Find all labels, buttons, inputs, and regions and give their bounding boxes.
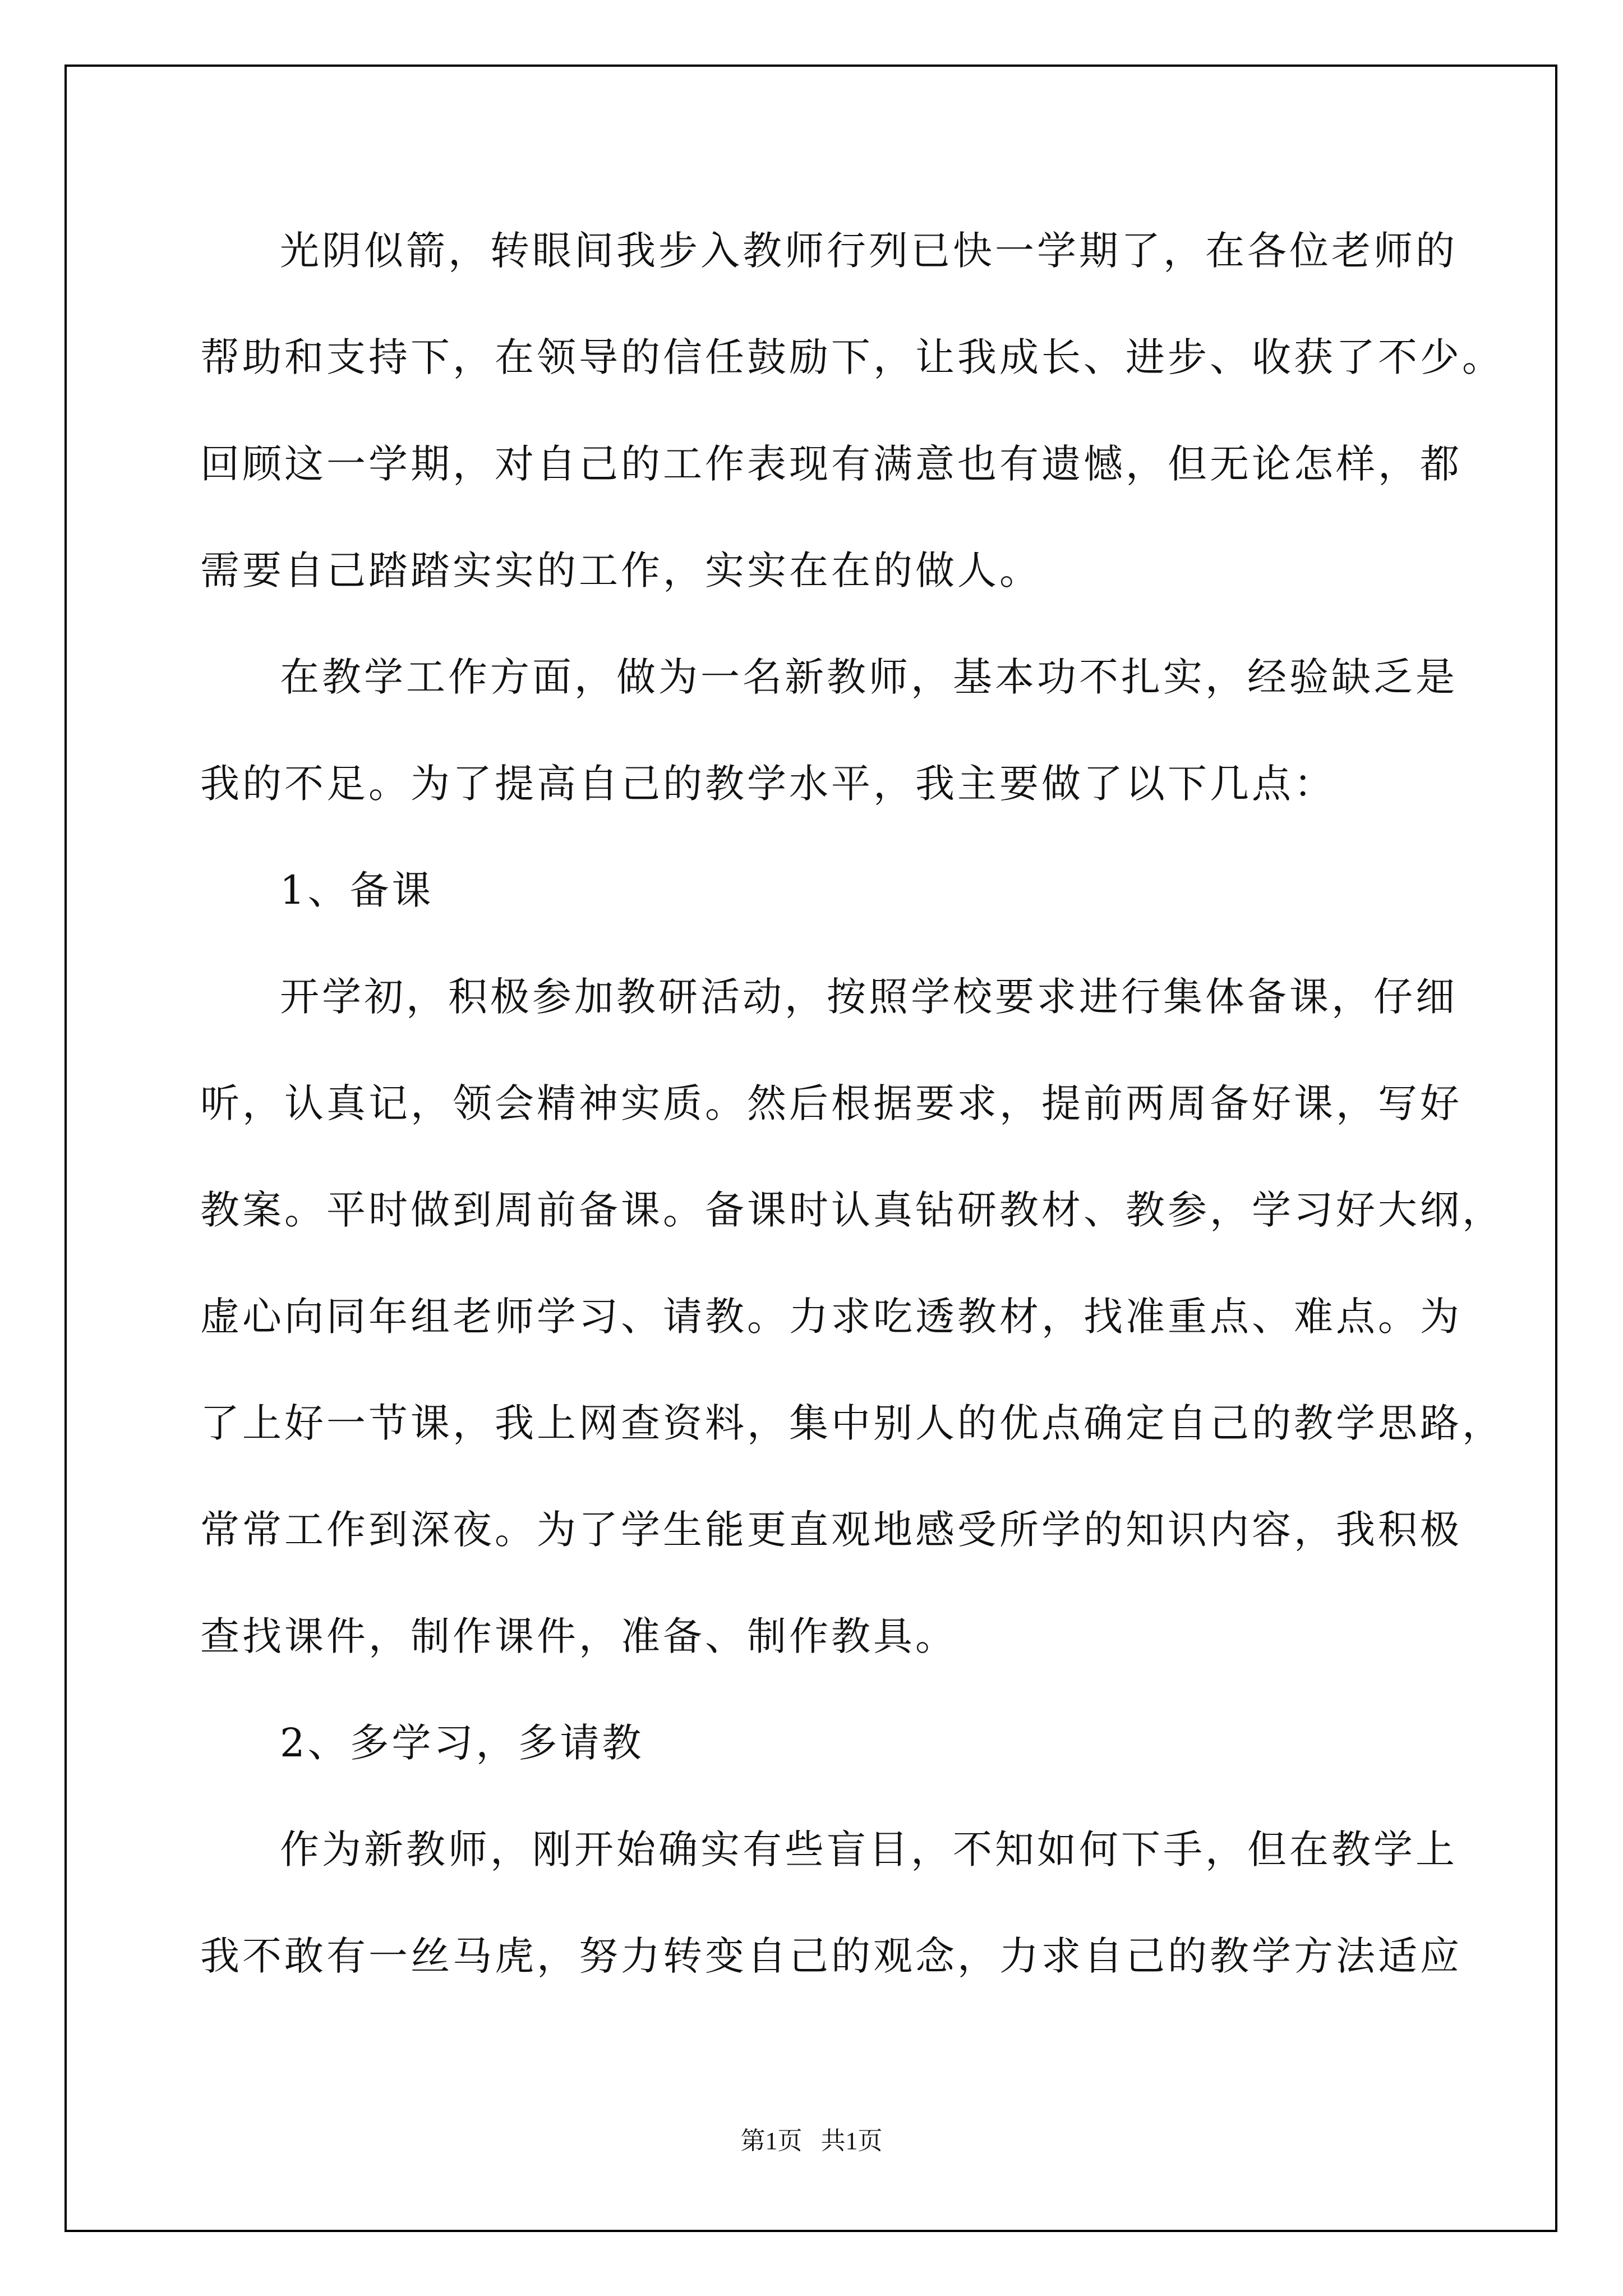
paragraph-line: 2、多学习，多请教 [280, 1720, 644, 1766]
paragraph-line: 我不敢有一丝马虎，努力转变自己的观念，力求自己的教学方法适应 [200, 1933, 1462, 1979]
paragraph-line: 我的不足。为了提高自己的教学水平，我主要做了以下几点： [200, 761, 1336, 807]
page-footer: 第1页 共1页 [740, 2127, 883, 2155]
paragraph-line: 1、备课 [280, 867, 434, 913]
paragraph-line: 了上好一节课，我上网查资料，集中别人的优点确定自己的教学思路， [200, 1400, 1504, 1446]
paragraph-line: 虚心向同年组老师学习、请教。力求吃透教材，找准重点、难点。为 [200, 1294, 1462, 1340]
paragraph-line: 帮助和支持下，在领导的信任鼓励下，让我成长、进步、收获了不少。 [200, 334, 1504, 380]
paragraph-line: 教案。平时做到周前备课。备课时认真钻研教材、教参，学习好大纲， [200, 1187, 1504, 1233]
paragraph-line: 作为新教师，刚开始确实有些盲目，不知如何下手，但在教学上 [280, 1826, 1458, 1872]
paragraph-line: 查找课件，制作课件，准备、制作教具。 [200, 1613, 957, 1659]
document-body [200, 217, 1504, 2029]
paragraph-line: 在教学工作方面，做为一名新教师，基本功不扎实，经验缺乏是 [280, 654, 1458, 700]
paragraph-line: 听，认真记，领会精神实质。然后根据要求，提前两周备好课，写好 [200, 1080, 1462, 1126]
paragraph-line: 光阴似箭，转眼间我步入教师行列已快一学期了，在各位老师的 [280, 228, 1458, 274]
paragraph-line: 常常工作到深夜。为了学生能更直观地感受所学的知识内容，我积极 [200, 1507, 1462, 1553]
paragraph-line: 回顾这一学期，对自己的工作表现有满意也有遗憾，但无论怎样，都 [200, 441, 1462, 487]
paragraph-line: 开学初，积极参加教研活动，按照学校要求进行集体备课，仔细 [280, 974, 1458, 1020]
paragraph-line: 需要自己踏踏实实的工作，实实在在的做人。 [200, 547, 1041, 593]
